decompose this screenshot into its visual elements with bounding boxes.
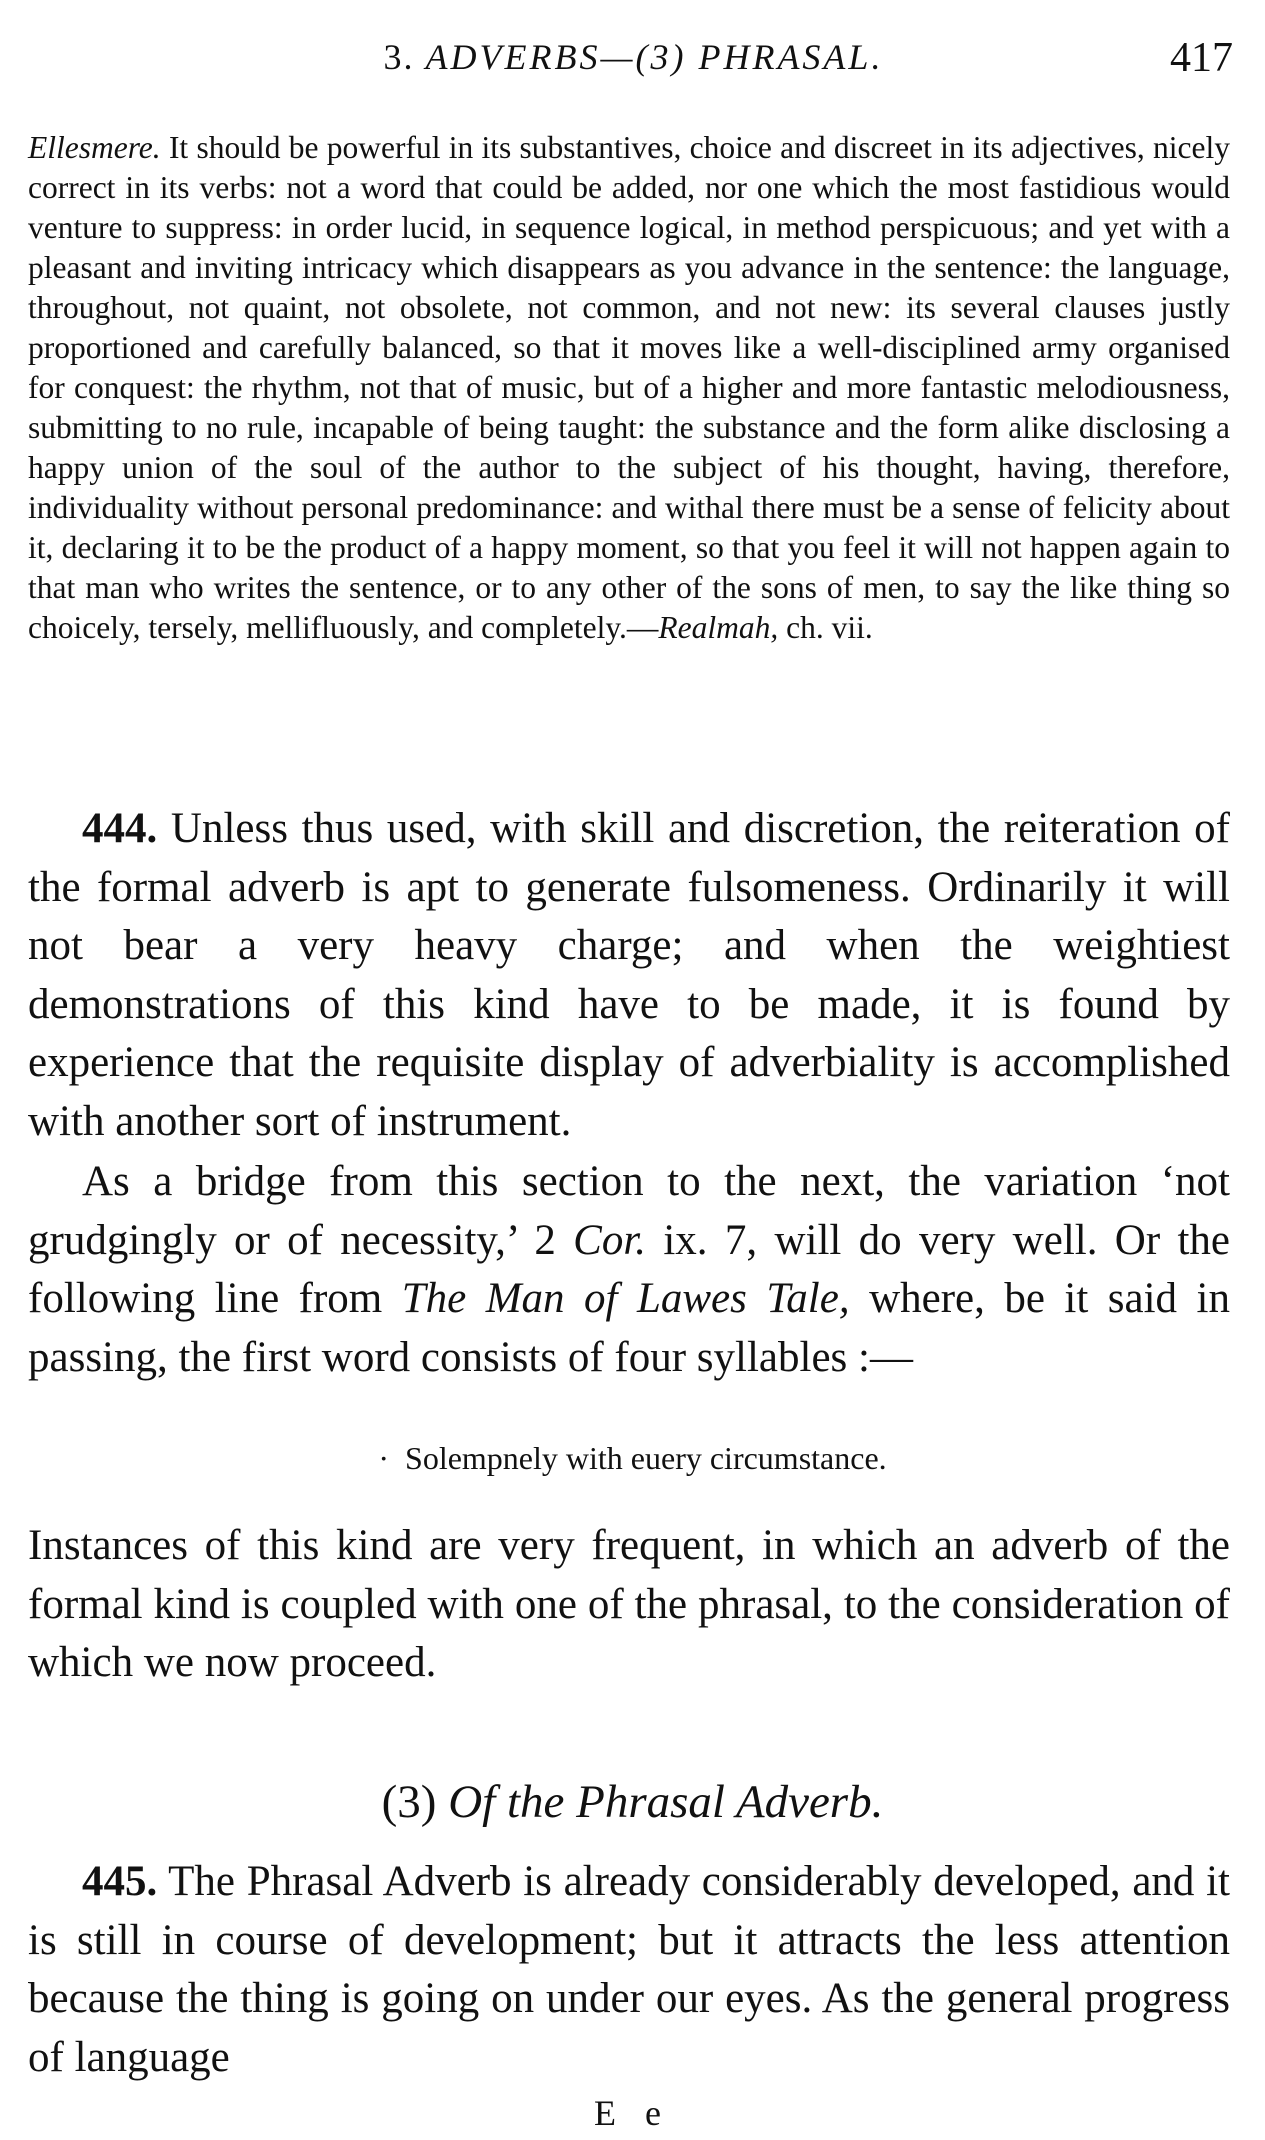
block-quote [28,128,1230,648]
paragraph-bridge [28,1153,1230,1387]
page-number: 417 [1170,35,1233,81]
bridge-cor: Cor. [573,1216,647,1264]
section-heading-title: Of the Phrasal Adverb. [448,1776,884,1828]
verse-quotation [0,1440,1265,1477]
paragraph-444-text [28,800,1230,1151]
paragraph-number: 445. [82,1858,158,1905]
bridge-tale-title: The Man of Lawes Tale, [401,1275,850,1322]
paragraph-445 [28,1853,1230,2087]
running-title-text: ADVERBS—(3) PHRASAL. [425,37,884,77]
running-header [26,30,1241,86]
signature-mark: E e [594,2093,671,2133]
paragraph-445-text [28,1853,1230,2087]
running-title [26,36,1241,78]
paragraph-body: Unless thus used, with skill and discretion, the reiteration of the formal adverb is apt to generate fulsomeness. Ordinarily it will not bear a very heavy charge; and when the weightiest demonstrations of this kind have to be made, it is found by experience that the requisite display of adverbiality is accomplished with another sort of instrument. [28,805,1230,1145]
verse-bullet: · [378,1440,406,1476]
paragraph-444 [28,800,1230,1151]
quote-text: It should be powerful in its substantives, choice and discreet in its adjectives, nicely correct in its verbs: not a word that could be added, nor one which the most fastidious would venture to suppress: in order lucid, in sequence logical, in method perspicuous; and yet with a pleasant and inviting intricacy which disappears as you advance in the sentence: the language, throughout, not quaint, not obsolete, not common, and not new: its several clauses justly proportioned and carefully balanced, so that it moves like a well-disciplined army organised for conquest: the rhythm, not that of music, but of a higher and more fantastic melodiousness, submitting to no rule, incapable of being taught: the substance and the form alike disclosing a happy union of the soul of the author to the subject of his thought, having, therefore, individuality without personal predominance: and withal there must be a sense of felicity about it, declaring it to be the product of a happy moment, so that you feel it will not happen again to that man who writes the sentence, or to any other of the sons of men, to say the like thing so choicely, tersely, mellifluously, and completely.— [28,130,1230,645]
quote-speaker: Ellesmere. [28,130,161,165]
paragraph-bridge-text [28,1153,1230,1387]
bridge-text-before: As a bridge from this section to the next, the variation ‘not grudgingly or of necessity,’ 2 [28,1158,1230,1264]
section-number: 3. [383,37,415,77]
bridge-text-after: where, be it said in passing, the first word consists of four syllables :— [28,1275,1230,1381]
quote-source-ref: ch. vii. [778,610,873,645]
verse-line: Solempnely with euery circumstance. [405,1440,887,1476]
section-heading-number: (3) [381,1776,437,1828]
paragraph-instances-text: Instances of this kind are very frequent, in which an adverb of the formal kind is coupled with one of the phrasal, to the consideration of which we now proceed. [28,1522,1230,1686]
paragraph-instances [28,1517,1230,1693]
section-heading [0,1775,1265,1829]
paragraph-body: The Phrasal Adverb is already considerably developed, and it is still in course of development; but it attracts the less attention because the thing is going on under our eyes. As the general progress of language [28,1858,1230,2081]
bridge-text-mid: ix. 7, will do very well. Or the following line from [28,1216,1230,1322]
paragraph-number: 444. [82,805,158,852]
quote-paragraph [28,128,1230,648]
quote-source-title: Realmah, [658,610,779,645]
